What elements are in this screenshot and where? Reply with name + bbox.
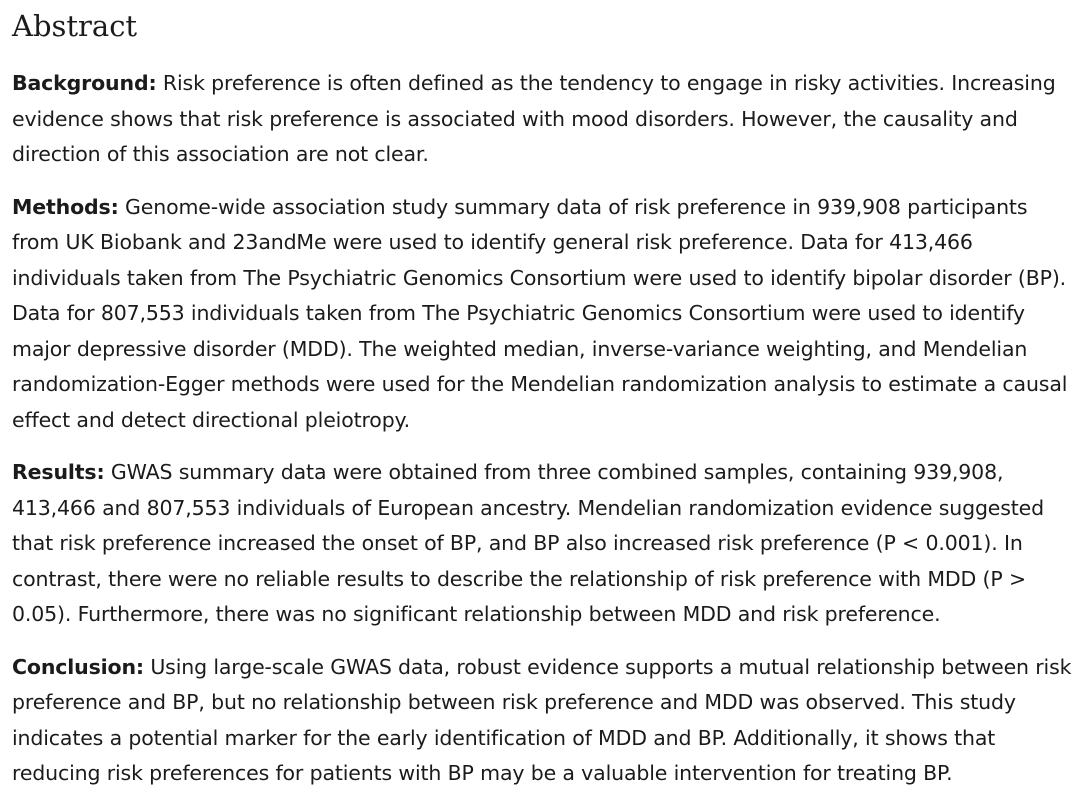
conclusion-section	[12, 650, 1074, 792]
background-label: Background:	[12, 71, 157, 95]
results-label: Results:	[12, 460, 105, 484]
methods-text: Genome-wide association study summary data of risk preference in 939,908 participants from UK Biobank and 23andMe were used to identify general risk preference. Data for 413,466 individuals taken from The Psychiatric Genomics Consortium were used to identify bipolar disorder (BP). Data for 807,553 individuals taken from The Psychiatric Genomics Consortium were used to identify major depressive disorder (MDD). The weighted median, inverse-variance weighting, and Mendelian randomization-Egger methods were used for the Mendelian randomization analysis to estimate a causal effect and detect directional pleiotropy.	[12, 194, 1068, 432]
results-text: GWAS summary data were obtained from three combined samples, containing 939,908, 413,466 and 807,553 individuals of European ancestry. Mendelian randomization evidence suggested that risk preference increased the onset of BP, and BP also increased risk preference (P < 0.001). In contrast, there were no reliable results to describe the relationship of risk preference with MDD (P > 0.05). Furthermore, there was no significant relationship between MDD and risk preference.	[12, 460, 1045, 626]
abstract-heading: Abstract	[12, 9, 138, 43]
background-text: Risk preference is often defined as the tendency to engage in risky activities. Increasing evidence shows that risk preference is associated with mood disorders. However, the causality and direction of this association are not clear.	[12, 71, 1056, 166]
background-section	[12, 66, 1074, 173]
abstract-container	[12, 0, 1074, 792]
methods-label: Methods:	[12, 194, 119, 219]
conclusion-text: Using large-scale GWAS data, robust evidence supports a mutual relationship between risk preference and BP, but no relationship between risk preference and MDD was observed. This study indicates a potential marker for the early identification of MDD and BP. Additionally, it shows that reducing risk preferences for patients with BP may be a valuable intervention for treating BP.	[12, 654, 1072, 785]
methods-section	[12, 190, 1074, 439]
results-section	[12, 455, 1074, 633]
conclusion-label: Conclusion:	[12, 654, 144, 679]
